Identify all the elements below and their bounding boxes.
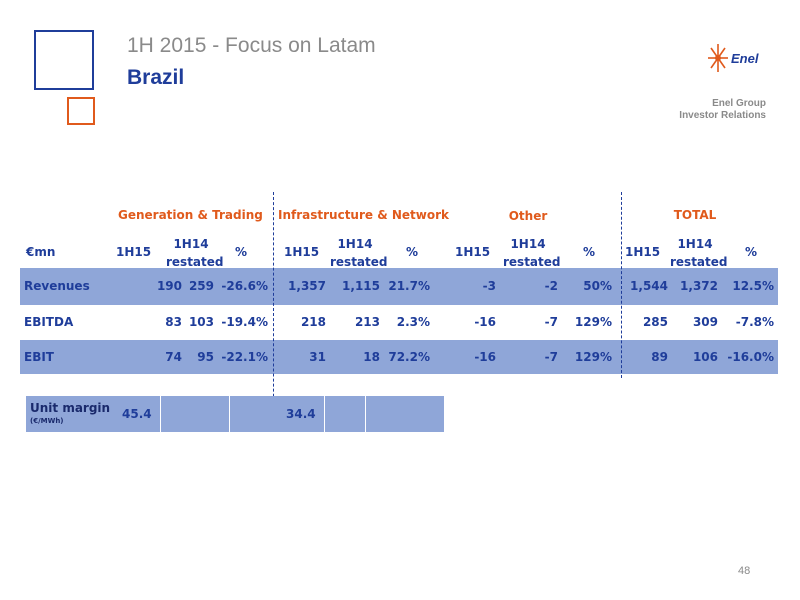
table-cell: 2.3% (396, 315, 430, 329)
table-cell: -16 (474, 315, 496, 329)
page-subtitle: Brazil (127, 66, 185, 89)
table-cell: 285 (642, 315, 668, 329)
separator-other-total (621, 192, 622, 378)
col-header-restated: restated (330, 255, 388, 269)
col-header-1h15: 1H15 (284, 245, 320, 259)
table-cell: 1,115 (342, 279, 380, 293)
table-cell: 1,357 (288, 279, 326, 293)
page-title: 1H 2015 - Focus on Latam (127, 34, 376, 57)
table-cell: 218 (300, 315, 326, 329)
table-cell: 12.5% (732, 279, 774, 293)
table-cell: 213 (354, 315, 380, 329)
table-cell: 190 (156, 279, 182, 293)
col-header-1h14: 1H14 (510, 237, 546, 251)
table-cell: -16 (474, 350, 496, 364)
row-label-ebitda: EBITDA (24, 315, 74, 329)
table-cell: 259 (188, 279, 214, 293)
table-cell: 106 (692, 350, 718, 364)
col-header-1h15: 1H15 (625, 245, 661, 259)
table-cell: 21.7% (388, 279, 430, 293)
table-cell: -22.1% (221, 350, 268, 364)
logo-text: Enel (731, 51, 759, 66)
row-divider (20, 304, 778, 305)
table-cell: -7 (544, 315, 558, 329)
unit-label: €mn (26, 245, 56, 259)
table-cell: -7 (544, 350, 558, 364)
unit-margin-label: Unit margin (30, 401, 111, 415)
segment-header-other: Other (508, 209, 548, 223)
table-cell: 1,372 (680, 279, 718, 293)
table-cell: 31 (309, 350, 326, 364)
col-header-1h14: 1H14 (337, 237, 373, 251)
table-cell: 309 (692, 315, 718, 329)
table-cell: 129% (574, 315, 612, 329)
table-cell: -26.6% (221, 279, 268, 293)
unit-margin-sublabel: (€/MWh) (30, 417, 64, 425)
col-header-pct: % (583, 245, 596, 259)
table-cell: -2 (544, 279, 558, 293)
table-cell: 95 (197, 350, 214, 364)
group-department: Investor Relations (679, 110, 766, 121)
page-number: 48 (738, 565, 751, 577)
row-label-revenues: Revenues (24, 279, 90, 293)
unit-margin-gen-value: 45.4 (122, 407, 152, 421)
table-cell: 72.2% (388, 350, 430, 364)
col-header-pct: % (745, 245, 758, 259)
segment-header-infra: Infrastructure & Network (278, 208, 449, 222)
segment-header-total: TOTAL (673, 208, 717, 222)
unit-margin-divider (229, 396, 230, 432)
table-cell: 89 (651, 350, 668, 364)
table-cell: -19.4% (221, 315, 268, 329)
table-cell: 103 (188, 315, 214, 329)
table-cell: 18 (363, 350, 380, 364)
col-header-pct: % (406, 245, 419, 259)
table-cell: 50% (583, 279, 612, 293)
row-label-ebit: EBIT (24, 350, 54, 364)
group-name: Enel Group (712, 98, 766, 109)
table-cell: 74 (165, 350, 182, 364)
col-header-1h15: 1H15 (116, 245, 152, 259)
col-header-pct: % (235, 245, 248, 259)
table-cell: -3 (482, 279, 496, 293)
table-cell: 129% (574, 350, 612, 364)
col-header-1h14: 1H14 (173, 237, 209, 251)
table-cell: -16.0% (727, 350, 774, 364)
col-header-restated: restated (503, 255, 561, 269)
table-cell: -7.8% (735, 315, 774, 329)
col-header-restated: restated (670, 255, 728, 269)
segment-header-gen: Generation & Trading (118, 208, 263, 222)
table-cell: 83 (165, 315, 182, 329)
unit-margin-divider (324, 396, 325, 432)
col-header-1h15: 1H15 (455, 245, 491, 259)
col-header-1h14: 1H14 (677, 237, 713, 251)
unit-margin-divider (160, 396, 161, 432)
unit-margin-divider (365, 396, 366, 432)
col-header-restated: restated (166, 255, 224, 269)
table-cell: 1,544 (630, 279, 668, 293)
unit-margin-infra-value: 34.4 (286, 407, 316, 421)
